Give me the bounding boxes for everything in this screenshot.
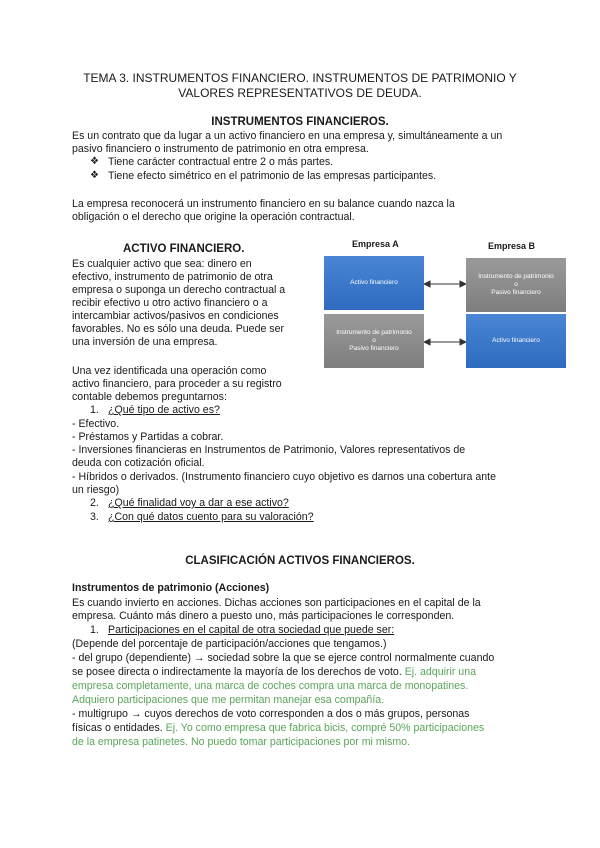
list-item: - Híbridos o derivados. (Instrumento financiero cuyo objetivo es darnos una cobertura ante bbox=[72, 471, 496, 483]
paragraph-line: (Depende del porcentaje de participación/acciones que tengamos.) bbox=[72, 638, 387, 650]
box-label: o bbox=[514, 281, 518, 288]
column-empresa-b: Empresa B bbox=[488, 241, 536, 251]
paragraph-line: - del grupo (dependiente) → sociedad sobre la que se ejerce control normalmente cuando bbox=[72, 652, 495, 664]
example-line: empresa completamente, una marca de coches compra una marca de monopatines. bbox=[72, 680, 469, 692]
list-item: - Préstamos y Partidas a cobrar. bbox=[72, 431, 224, 443]
paragraph-line: recibir efectivo u otro activo financiero o a bbox=[72, 297, 268, 309]
bullet-text: Tiene efecto simétrico en el patrimonio de las empresas participantes. bbox=[108, 170, 437, 182]
box-label: Instrumento de patrimonio bbox=[478, 273, 554, 280]
box-activo-financiero-a bbox=[324, 256, 424, 310]
paragraph-line: - multigrupo → cuyos derechos de voto corresponden a dos o más grupos, personas bbox=[72, 708, 470, 720]
box-label: Pasivo financiero bbox=[491, 289, 541, 296]
paragraph-line: empresa. Cuánto más dinero a puesto uno, más participaciones le corresponden. bbox=[72, 610, 455, 622]
column-empresa-a: Empresa A bbox=[352, 239, 399, 249]
text-span: físicas o entidades. bbox=[72, 722, 166, 734]
doc-title-line-1: TEMA 3. INSTRUMENTOS FINANCIERO. INSTRUMENTOS DE PATRIMONIO Y bbox=[83, 71, 517, 85]
paragraph-line: intercambiar activos/pasivos en condiciones bbox=[72, 310, 279, 322]
list-item: - Efectivo. bbox=[72, 418, 120, 430]
paragraph-line: obligación o el derecho que origine la operación contractual. bbox=[72, 211, 355, 223]
heading-activo-financiero: ACTIVO FINANCIERO. bbox=[123, 243, 245, 255]
heading-instrumentos: INSTRUMENTOS FINANCIEROS. bbox=[211, 116, 389, 128]
example-line: de la empresa patinetes. No puedo tomar participaciones por mi mismo. bbox=[72, 736, 410, 748]
list-item-participaciones: Participaciones en el capital de otra sociedad que puede ser: bbox=[108, 624, 395, 636]
paragraph-line: efectivo, instrumento de patrimonio de otra bbox=[72, 271, 273, 283]
list-number: 3. bbox=[90, 511, 99, 523]
question-3: ¿Con qué datos cuento para su valoración? bbox=[108, 511, 314, 523]
box-label: Instrumento de patrimonio bbox=[336, 329, 412, 336]
double-arrow-icon bbox=[424, 278, 466, 350]
list-number: 1. bbox=[90, 624, 99, 636]
list-item: - Inversiones financieras en Instrumentos de Patrimonio, Valores representativos de bbox=[72, 444, 466, 456]
paragraph-line: Es cuando invierto en acciones. Dichas acciones son participaciones en el capital de la bbox=[72, 597, 481, 609]
paragraph-line: La empresa reconocerá un instrumento financiero en su balance cuando nazca la bbox=[72, 198, 455, 210]
example-text: Ej. adquirir una bbox=[404, 666, 476, 678]
list-number: 2. bbox=[90, 497, 99, 509]
list-item: un riesgo) bbox=[72, 484, 120, 496]
question-1: ¿Qué tipo de activo es? bbox=[108, 404, 220, 416]
paragraph-line: pasivo financiero o instrumento de patrimonio en otra empresa. bbox=[72, 143, 369, 155]
paragraph-line: Es cualquier activo que sea: dinero en bbox=[72, 258, 252, 270]
list-item: deuda con cotización oficial. bbox=[72, 457, 205, 469]
list-number: 1. bbox=[90, 404, 99, 416]
box-instrumento-b bbox=[466, 258, 566, 312]
paragraph-line: contable debemos preguntarnos: bbox=[72, 391, 227, 403]
paragraph-line: empresa o suponga un derecho contractual a bbox=[72, 284, 286, 296]
paragraph-line bbox=[72, 722, 484, 735]
diamond-bullet-icon: ❖ bbox=[90, 156, 99, 167]
paragraph-line: una inversión de una empresa. bbox=[72, 336, 218, 348]
bullet-text: Tiene carácter contractual entre 2 o más partes. bbox=[108, 156, 334, 168]
example-line: Adquiero participaciones que me permitan manejar esa compañía. bbox=[72, 694, 385, 706]
box-instrumento-a bbox=[324, 314, 424, 368]
box-label: Activo financiero bbox=[492, 337, 540, 344]
paragraph-line: Una vez identificada una operación como bbox=[72, 365, 267, 377]
paragraph-line bbox=[72, 666, 476, 679]
heading-clasificacion: CLASIFICACIÓN ACTIVOS FINANCIEROS. bbox=[185, 555, 415, 567]
box-activo-financiero-b bbox=[466, 314, 566, 368]
question-2: ¿Qué finalidad voy a dar a ese activo? bbox=[108, 497, 289, 509]
subheading-instrumentos-patrimonio: Instrumentos de patrimonio (Acciones) bbox=[72, 582, 270, 594]
paragraph-line: favorables. No es sólo una deuda. Puede ser bbox=[72, 323, 285, 335]
example-text: Ej. Yo como empresa que fabrica bicis, compré 50% participaciones bbox=[165, 722, 485, 734]
paragraph-line: activo financiero, para proceder a su registro bbox=[72, 378, 282, 390]
doc-title-line-2: VALORES REPRESENTATIVOS DE DEUDA. bbox=[178, 86, 422, 100]
box-label: Pasivo financiero bbox=[349, 345, 399, 352]
diamond-bullet-icon: ❖ bbox=[90, 170, 99, 181]
box-label: Activo financiero bbox=[350, 279, 398, 286]
text-span: se posee directa o indirectamente la mayoría de los derechos de voto. bbox=[72, 666, 405, 678]
box-label: o bbox=[372, 337, 376, 344]
paragraph-line: Es un contrato que da lugar a un activo financiero en una empresa y, simultáneamente a un bbox=[72, 130, 503, 142]
